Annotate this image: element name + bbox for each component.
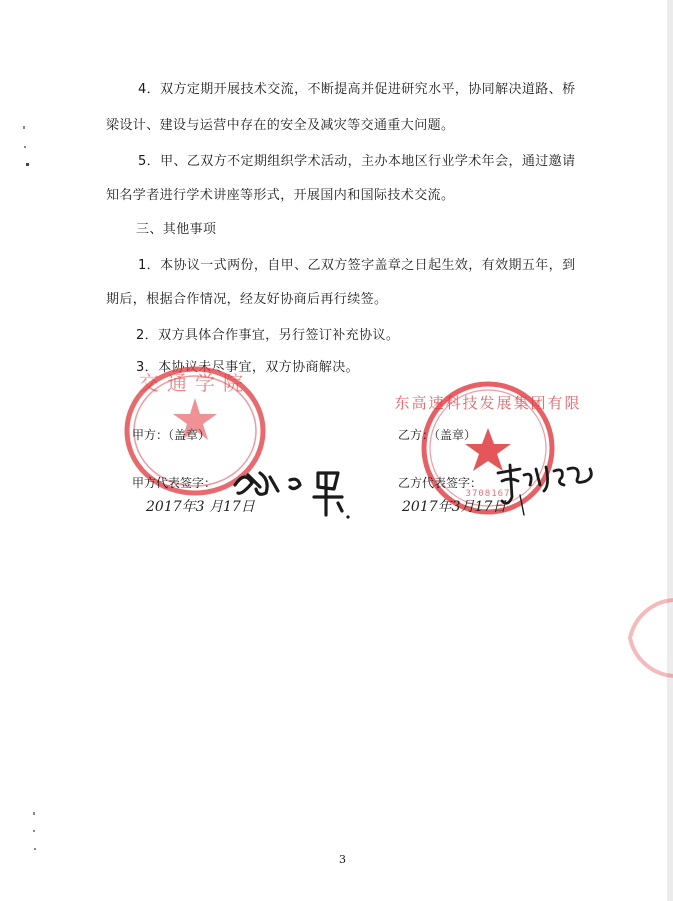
scan-speck xyxy=(34,848,36,850)
clause-4-line-2: 梁设计、建设与运营中存在的安全及减灾等交通重大问题。 xyxy=(106,118,455,133)
page-edge xyxy=(667,0,673,901)
party-b-seal-label: 乙方：（盖章） xyxy=(398,428,477,442)
party-a-seal-label: 甲方：（盖章） xyxy=(132,428,211,442)
item-3: 3．本协议未尽事宜，双方协商解决。 xyxy=(136,360,360,375)
item-2: 2．双方具体合作事宜，另行签订补充协议。 xyxy=(136,328,400,343)
party-a-rep-label: 甲方代表签字： xyxy=(132,476,217,490)
item-1-line-1: 1．本协议一式两份，自甲、乙双方签字盖章之日起生效，有效期五年，到 xyxy=(138,258,576,273)
scan-speck xyxy=(26,163,29,166)
partial-seal-edge xyxy=(620,598,673,678)
section-heading-other-matters: 三、其他事项 xyxy=(136,222,217,237)
party-b-seal-text: 东高速科技发展集团有限 xyxy=(394,394,582,412)
clause-5-line-1: 5．甲、乙双方不定期组织学术活动，主办本地区行业学术年会，通过邀请 xyxy=(138,154,576,169)
page-number: 3 xyxy=(339,853,346,866)
party-b-rep-label: 乙方代表签字： xyxy=(398,476,483,490)
scan-speck xyxy=(33,830,35,832)
party-b-signature xyxy=(490,455,605,520)
party-b-seal-number: 3708167 xyxy=(465,489,511,499)
party-a-sign-date: 2017年3 月17日 xyxy=(146,499,255,515)
scan-speck xyxy=(24,146,26,148)
clause-5-line-2: 知名学者进行学术讲座等形式，开展国内和国际技术交流。 xyxy=(106,188,455,203)
scan-speck xyxy=(33,812,35,815)
party-a-seal-text: 交通学院 xyxy=(139,371,251,395)
item-1-line-2: 期后，根据合作情况，经友好协商后再行续签。 xyxy=(106,292,388,307)
party-a-signature xyxy=(230,455,360,530)
scan-speck xyxy=(23,126,25,129)
clause-4-line-1: 4．双方定期开展技术交流，不断提高并促进研究水平，协同解决道路、桥 xyxy=(138,82,576,97)
party-b-sign-date: 2017年3月17日 xyxy=(402,499,507,515)
